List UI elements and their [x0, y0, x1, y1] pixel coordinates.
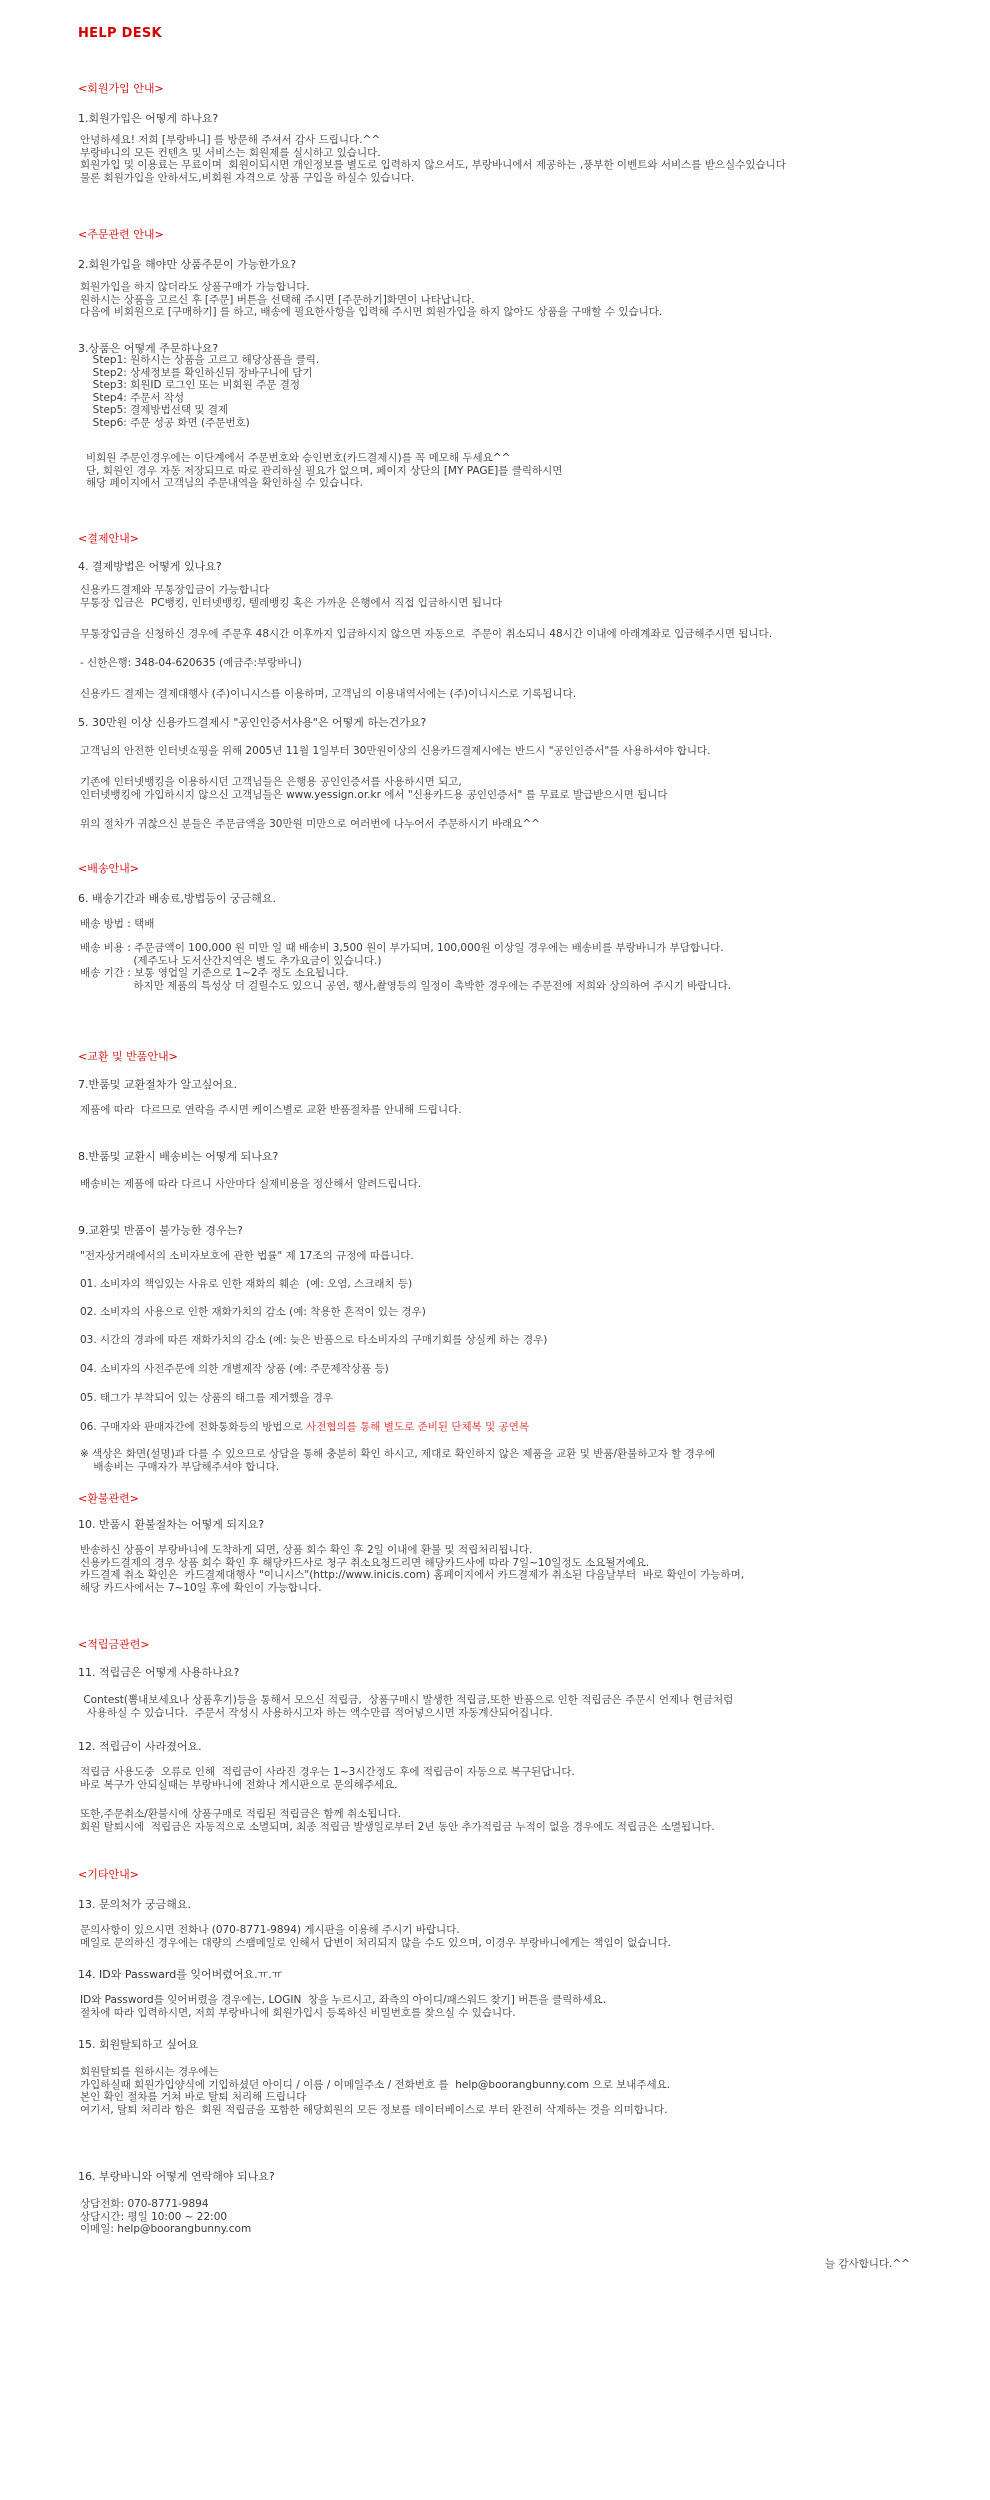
- answer-5-1: 고객님의 안전한 인터넷쇼핑을 위해 2005년 11월 1일부터 30만원이상의 신용카드결제시에는 반드시 "공인인증서"를 사용하셔야 합니다.: [80, 745, 711, 757]
- answer-8: 배송비는 제품에 따라 다르니 사안마다 실제비용을 정산해서 알려드립니다.: [80, 1178, 422, 1190]
- section-member: <회원가입 안내>: [78, 82, 164, 95]
- answer-9-intro: "전자상거래에서의 소비자보호에 관한 법률" 제 17조의 규정에 따릅니다.: [80, 1250, 414, 1262]
- question-12: 12. 적립금이 사라졌어요.: [78, 1740, 202, 1753]
- section-points: <적립금관련>: [78, 1638, 150, 1651]
- answer-12-1: 적립금 사용도중 오류로 인해 적립금이 사라진 경우는 1~3시간정도 후에 적립금이 자동으로 복구된답니다. 바로 복구가 안되실때는 부랑바니에 전화나 게시판으로 문의해주세요.: [80, 1766, 575, 1791]
- section-refund: <환불관련>: [78, 1492, 139, 1505]
- answer-4-1: 신용카드결제와 무통장입금이 가능합니다 무통장 입금은 PC뱅킹, 인터넷뱅킹, 텔레뱅킹 혹은 가까운 은행에서 직접 입금하시면 됩니다: [80, 584, 503, 609]
- section-order: <주문관련 안내>: [78, 228, 164, 241]
- answer-4-3: - 신한은행: 348-04-620635 (예금주:부랑바니): [80, 657, 302, 669]
- answer-3-note: 비회원 주문인경우에는 이단계에서 주문번호와 승인번호(카드결제시)를 꼭 메모해 두세요^^ 단, 회원인 경우 자동 저장되므로 따로 관리하실 필요가 없으며, 페이지 상단의 [MY PAGE]를 클릭하시면 해당 페이지에서 고객님의 주문내역을 확인하실 수 있습니다.: [86, 452, 563, 489]
- answer-9-item-02: 02. 소비자의 사용으로 인한 재화가치의 감소 (예: 착용한 흔적이 있는 경우): [80, 1306, 426, 1318]
- question-6: 6. 배송기간과 배송료,방법등이 궁금해요.: [78, 892, 276, 905]
- answer-14: ID와 Password를 잊어버렸을 경우에는, LOGIN 창을 누르시고, 좌측의 아이디/패스워드 찾기] 버튼을 클릭하세요. 절차에 따라 입력하시면, 저희 부랑바니에 회원가입시 등록하신 비밀번호를 찾으실 수 있습니다.: [80, 1994, 607, 2019]
- answer-9-item-03: 03. 시간의 경과에 따른 재화가치의 감소 (예: 늦은 반품으로 타소비자의 구매기회를 상실케 하는 경우): [80, 1334, 548, 1346]
- answer-5-2: 기존에 인터넷뱅킹을 이용하시던 고객님들은 은행용 공인인증서를 사용하시면 되고, 인터넷뱅킹에 가입하시지 않으신 고객님들은 www.yessign.or.kr 에서 "신용카드용 공인인증서" 를 무료로 발급받으시면 됩니다: [80, 776, 668, 801]
- question-10: 10. 반품시 환불절차는 어떻게 되지요?: [78, 1518, 265, 1531]
- answer-9-item-04: 04. 소비자의 사전주문에 의한 개별제작 상품 (예: 주문제작상품 등): [80, 1363, 389, 1375]
- question-14: 14. ID와 Passward를 잊어버렸어요.ㅠ.ㅠ: [78, 1968, 283, 1981]
- answer-15: 회원탈퇴를 원하시는 경우에는 가입하실때 회원가입양식에 기입하셨던 아이디 / 이름 / 이메일주소 / 전화번호 를 help@boorangbunny.com 으로 보내주세요. 본인 확인 절차를 거쳐 바로 탈퇴 처리해 드립니다 여기서, 탈퇴 처리라 함은 회원 적립금을 포함한 해당회원의 모든 정보를 데이터베이스로 부터 완전히 삭제하는 것을 의미합니다.: [80, 2066, 671, 2116]
- answer-1: 안녕하세요! 저희 [부랑바니] 를 방문해 주셔서 감사 드립니다.^^ 부랑바니의 모든 컨텐츠 및 서비스는 회원제를 실시하고 있습니다. 회원가입 및 이용료는 무료이며 회원이되시면 개인정보를 별도로 입력하지 않으셔도, 부랑바니에서 제공하는 ,풍부한 이벤트와 서비스를 받으실수있습니다 물론 회원가입을 안하셔도,비회원 자격으로 상품 구입을 하실수 있습니다.: [80, 134, 786, 184]
- question-2: 2.회원가입을 해야만 상품주문이 가능한가요?: [78, 258, 297, 271]
- answer-11: Contest(뽐내보세요나 상품후기)등을 통해서 모으신 적립금, 상품구매시 발생한 적립금,또한 반품으로 인한 적립금은 주문시 언제나 현금처럼 사용하실 수 있습니다. 주문서 작성시 사용하시고자 하는 액수만큼 적어넣으시면 자동계산되어집니다.: [83, 1694, 734, 1719]
- answer-9-item-05: 05. 태그가 부착되어 있는 상품의 태그를 제거했을 경우: [80, 1392, 334, 1404]
- answer-9-item-01: 01. 소비자의 책임있는 사유로 인한 재화의 훼손 (예: 오염, 스크래치 등): [80, 1278, 413, 1290]
- question-11: 11. 적립금은 어떻게 사용하나요?: [78, 1666, 240, 1679]
- answer-9-item-06-text: 06. 구매자와 판매자간에 전화통화등의 방법으로: [80, 1421, 307, 1433]
- answer-12-2: 또한,주문취소/환불시에 상품구매로 적립된 적립금은 함께 취소됩니다. 회원 탈퇴시에 적립금은 자동적으로 소멸되며, 최종 적립금 발생일로부터 2년 동안 추가적립금 누적이 없을 경우에도 적립금은 소멸됩니다.: [80, 1808, 715, 1833]
- question-15: 15. 회원탈퇴하고 싶어요: [78, 2038, 199, 2051]
- question-4: 4. 결제방법은 어떻게 있나요?: [78, 560, 222, 573]
- question-16: 16. 부랑바니와 어떻게 연락해야 되나요?: [78, 2170, 275, 2183]
- question-13: 13. 문의처가 궁금해요.: [78, 1898, 191, 1911]
- section-etc: <기타안내>: [78, 1868, 139, 1881]
- answer-9-item-06-highlight: 사전협의를 통해 별도로 준비된 단체복 및 공연복: [306, 1421, 529, 1433]
- answer-9-item-06: [80, 1421, 529, 1434]
- answer-4-2: 무통장입금을 신청하신 경우에 주문후 48시간 이후까지 입금하시지 않으면 자동으로 주문이 취소되니 48시간 이내에 아래계좌로 입금해주시면 됩니다.: [80, 628, 773, 640]
- section-exchange: <교환 및 반품안내>: [78, 1050, 178, 1063]
- answer-3-steps: Step1: 원하시는 상품을 고르고 해당상품을 클릭. Step2: 상세정보를 확인하신뒤 장바구니에 담기 Step3: 회원ID 로그인 또는 비회원 주문 결정 Step4: 주문서 작성 Step5: 결제방법선택 및 결제 Step6: 주문 성공 화면 (주문번호): [92, 354, 320, 429]
- question-8: 8.반품및 교환시 배송비는 어떻게 되나요?: [78, 1150, 279, 1163]
- question-7: 7.반품및 교환절차가 알고싶어요.: [78, 1078, 238, 1091]
- answer-16: 상담전화: 070-8771-9894 상담시간: 평일 10:00 ~ 22:00 이메일: help@boorangbunny.com: [80, 2198, 252, 2235]
- section-payment: <결제안내>: [78, 532, 139, 545]
- answer-10: 반송하신 상품이 부랑바니에 도착하게 되면, 상품 회수 확인 후 2일 이내에 환불 및 적립처리됩니다. 신용카드결제의 경우 상품 회수 확인 후 해당카드사로 청구 취소요청드리면 해당카드사에 따라 7일~10일정도 소요될거예요. 카드결제 취소 확인은 카드결제대행사 "이니시스"(http://www.inicis.com) 홈페이지에서 카드결제가 취소된 다음날부터 바로 확인이 가능하며, 해당 카드사에서는 7~10일 후에 확인이 가능합니다.: [80, 1544, 745, 1594]
- closing-thanks: 늘 감사합니다.^^: [824, 2258, 910, 2270]
- answer-5-3: 위의 절차가 귀찮으신 분들은 주문금액을 30만원 미만으로 여러번에 나누어서 주문하시기 바래요^^: [80, 818, 540, 830]
- answer-6-2: 배송 비용 : 주문금액이 100,000 원 미만 일 때 배송비 3,500 원이 부가되며, 100,000원 이상일 경우에는 배송비를 부랑바니가 부담합니다. (제주도나 도서산간지역은 별도 추가요금이 있습니다.) 배송 기간 : 보통 영업일 기준으로 1~2주 정도 소요됩니다. 하지만 제품의 특성상 더 걸릴수도 있으니 공연, 행사,촬영등의 일정이 촉박한 경우에는 주문전에 저희와 상의하여 주시기 바랍니다.: [80, 942, 732, 992]
- section-delivery: <배송안내>: [78, 862, 139, 875]
- answer-6-1: 배송 방법 : 택배: [80, 918, 155, 930]
- answer-13: 문의사항이 있으시면 전화나 (070-8771-9894) 게시판을 이용해 주시기 바랍니다. 메일로 문의하신 경우에는 대량의 스팸메일로 인해서 답변이 처리되지 않을 수도 있으며, 이경우 부랑바니에게는 책임이 없습니다.: [80, 1924, 671, 1949]
- answer-4-4: 신용카드 결제는 결제대행사 (주)이니시스를 이용하며, 고객님의 이용내역서에는 (주)이니시스로 기록됩니다.: [80, 688, 577, 700]
- question-3: 3.상품은 어떻게 주문하나요?: [78, 342, 219, 355]
- answer-2: 회원가입을 하지 않더라도 상품구매가 가능합니다. 원하시는 상품을 고르신 후 [주문] 버튼을 선택해 주시면 [주문하기]화면이 나타납니다. 다음에 비회원으로 [구매하기] 를 하고, 배송에 필요한사항을 입력해 주시면 회원가입을 하지 않아도 상품을 구매할 수 있습니다.: [80, 281, 663, 318]
- answer-9-note: ※ 색상은 화면(설명)과 다를 수 있으므로 상담을 통해 충분히 확인 하시고, 제대로 확인하지 않은 제품을 교환 및 반품/환불하고자 할 경우에 배송비는 구매자가 부담해주셔야 합니다.: [80, 1448, 716, 1473]
- question-1: 1.회원가입은 어떻게 하나요?: [78, 112, 219, 125]
- page-title: HELP DESK: [78, 26, 162, 41]
- answer-7: 제품에 따라 다르므로 연락을 주시면 케이스별로 교환 반품절차를 안내해 드립니다.: [80, 1104, 462, 1116]
- question-5: 5. 30만원 이상 신용카드결제시 "공인인증서사용"은 어떻게 하는건가요?: [78, 716, 427, 729]
- question-9: 9.교환및 반품이 불가능한 경우는?: [78, 1224, 243, 1237]
